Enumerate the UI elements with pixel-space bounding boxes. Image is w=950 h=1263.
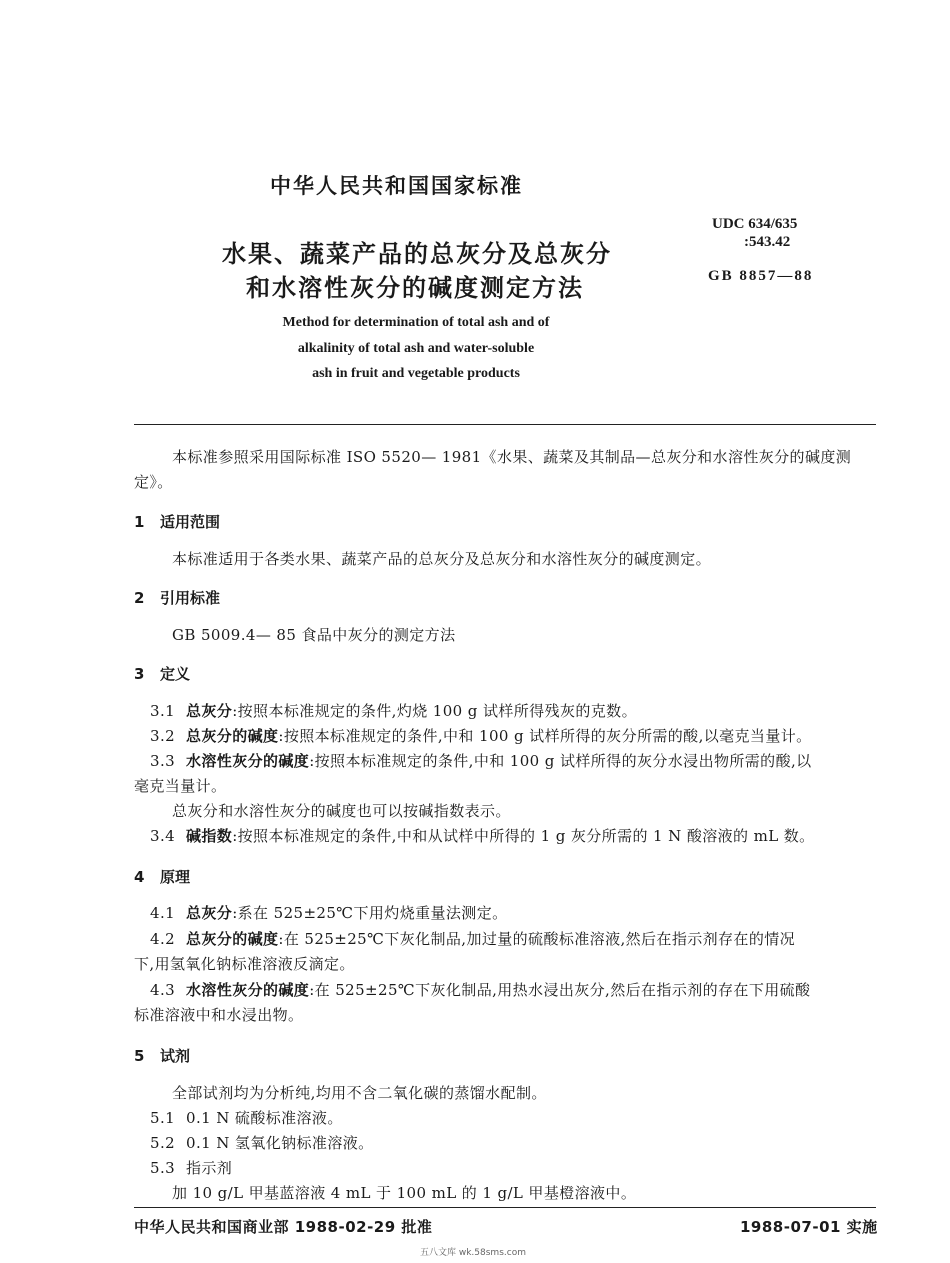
clause-number: 4.2 bbox=[150, 930, 176, 948]
udc-code-continuation: :543.42 bbox=[744, 234, 791, 250]
watermark-text: 五八文库 wk.58sms.com bbox=[420, 1248, 526, 1258]
national-standard-title: 中华人民共和国国家标准 bbox=[270, 174, 523, 198]
clause-3-2 bbox=[150, 726, 812, 746]
clause-text: :按照本标准规定的条件,中和 100 g 试样所得的灰分所需的酸,以毫克当量计。 bbox=[278, 727, 812, 745]
section-number: 3 bbox=[134, 665, 145, 683]
clause-4-3-continuation: 标准溶液中和水浸出物。 bbox=[134, 1006, 304, 1024]
clause-number: 5.1 bbox=[150, 1109, 176, 1127]
clause-text: 指示剂 bbox=[186, 1159, 233, 1177]
section-title: 引用标准 bbox=[160, 589, 221, 607]
clause-3-1 bbox=[150, 701, 637, 721]
clause-text: 0.1 N 硫酸标准溶液。 bbox=[186, 1109, 343, 1127]
section-title: 原理 bbox=[160, 868, 191, 886]
approval-line: 中华人民共和国商业部 1988-02-29 批准 bbox=[134, 1218, 433, 1236]
clause-term: 总灰分 bbox=[186, 904, 233, 922]
udc-code: UDC 634/635 bbox=[712, 216, 798, 232]
effective-date: 1988-07-01 实施 bbox=[740, 1218, 878, 1236]
section-4-heading bbox=[134, 866, 190, 887]
clause-text: :在 525±25℃下灰化制品,加过量的硫酸标准溶液,然后在指示剂存在的情况 bbox=[278, 930, 796, 948]
clause-5-3-detail: 加 10 g/L 甲基蓝溶液 4 mL 于 100 mL 的 1 g/L 甲基橙溶液中。 bbox=[172, 1184, 637, 1202]
intro-line-2: 定》。 bbox=[134, 473, 173, 491]
clause-3-3 bbox=[150, 751, 812, 771]
clause-number: 5.3 bbox=[150, 1159, 176, 1177]
clause-number: 3.1 bbox=[150, 702, 176, 720]
clause-4-1 bbox=[150, 903, 508, 923]
section-title: 定义 bbox=[160, 665, 191, 683]
clause-text: :系在 525±25℃下用灼烧重量法测定。 bbox=[232, 904, 508, 922]
section-title: 适用范围 bbox=[160, 513, 221, 531]
section-5-intro: 全部试剂均为分析纯,均用不含二氧化碳的蒸馏水配制。 bbox=[172, 1084, 547, 1102]
clause-3-note: 总灰分和水溶性灰分的碱度也可以按碱指数表示。 bbox=[172, 802, 511, 820]
clause-text: :按照本标准规定的条件,中和从试样中所得的 1 g 灰分所需的 1 N 酸溶液的 mL 数。 bbox=[232, 827, 815, 845]
clause-number: 3.3 bbox=[150, 752, 176, 770]
clause-term: 水溶性灰分的碱度 bbox=[186, 752, 310, 770]
section-number: 1 bbox=[134, 513, 145, 531]
section-title: 试剂 bbox=[160, 1047, 191, 1065]
clause-term: 碱指数 bbox=[186, 827, 233, 845]
clause-text: :按照本标准规定的条件,中和 100 g 试样所得的灰分水浸出物所需的酸,以 bbox=[309, 752, 812, 770]
clause-4-2-continuation: 下,用氢氧化钠标准溶液反滴定。 bbox=[134, 955, 355, 973]
section-1-heading bbox=[134, 511, 220, 532]
clause-3-3-continuation: 毫克当量计。 bbox=[134, 777, 227, 795]
clause-term: 总灰分 bbox=[186, 702, 233, 720]
clause-number: 4.3 bbox=[150, 981, 176, 999]
clause-term: 总灰分的碱度 bbox=[186, 930, 279, 948]
document-title-line-2: 和水溶性灰分的碱度测定方法 bbox=[246, 274, 584, 302]
clause-5-2 bbox=[150, 1133, 374, 1153]
section-2-text: GB 5009.4— 85 食品中灰分的测定方法 bbox=[172, 626, 456, 644]
clause-term: 水溶性灰分的碱度 bbox=[186, 981, 310, 999]
clause-5-3 bbox=[150, 1158, 232, 1178]
clause-5-1 bbox=[150, 1108, 343, 1128]
section-number: 2 bbox=[134, 589, 145, 607]
intro-line-1: 本标准参照采用国际标准 ISO 5520— 1981《水果、蔬菜及其制品—总灰分和水溶性灰分的碱度测 bbox=[172, 448, 852, 466]
clause-number: 3.4 bbox=[150, 827, 176, 845]
english-title-line-3: ash in fruit and vegetable products bbox=[312, 366, 520, 381]
section-number: 4 bbox=[134, 868, 145, 886]
clause-4-3 bbox=[150, 980, 810, 1000]
section-number: 5 bbox=[134, 1047, 145, 1065]
gb-standard-number: GB 8857—88 bbox=[708, 268, 814, 284]
clause-number: 4.1 bbox=[150, 904, 176, 922]
section-3-heading bbox=[134, 663, 190, 684]
clause-text: :按照本标准规定的条件,灼烧 100 g 试样所得残灰的克数。 bbox=[232, 702, 637, 720]
english-title-line-2: alkalinity of total ash and water-soluble bbox=[297, 341, 535, 356]
footer-divider bbox=[134, 1207, 876, 1208]
clause-number: 5.2 bbox=[150, 1134, 176, 1152]
document-title-line-1: 水果、蔬菜产品的总灰分及总灰分 bbox=[222, 240, 612, 268]
section-2-heading bbox=[134, 587, 220, 608]
header-divider bbox=[134, 424, 876, 425]
clause-4-2 bbox=[150, 929, 795, 949]
section-1-text: 本标准适用于各类水果、蔬菜产品的总灰分及总灰分和水溶性灰分的碱度测定。 bbox=[172, 550, 712, 568]
clause-3-4 bbox=[150, 826, 815, 846]
clause-term: 总灰分的碱度 bbox=[186, 727, 279, 745]
clause-number: 3.2 bbox=[150, 727, 176, 745]
english-title-line-1: Method for determination of total ash and of bbox=[282, 315, 550, 330]
clause-text: :在 525±25℃下灰化制品,用热水浸出灰分,然后在指示剂的存在下用硫酸 bbox=[309, 981, 811, 999]
clause-text: 0.1 N 氢氧化钠标准溶液。 bbox=[186, 1134, 374, 1152]
section-5-heading bbox=[134, 1045, 190, 1066]
